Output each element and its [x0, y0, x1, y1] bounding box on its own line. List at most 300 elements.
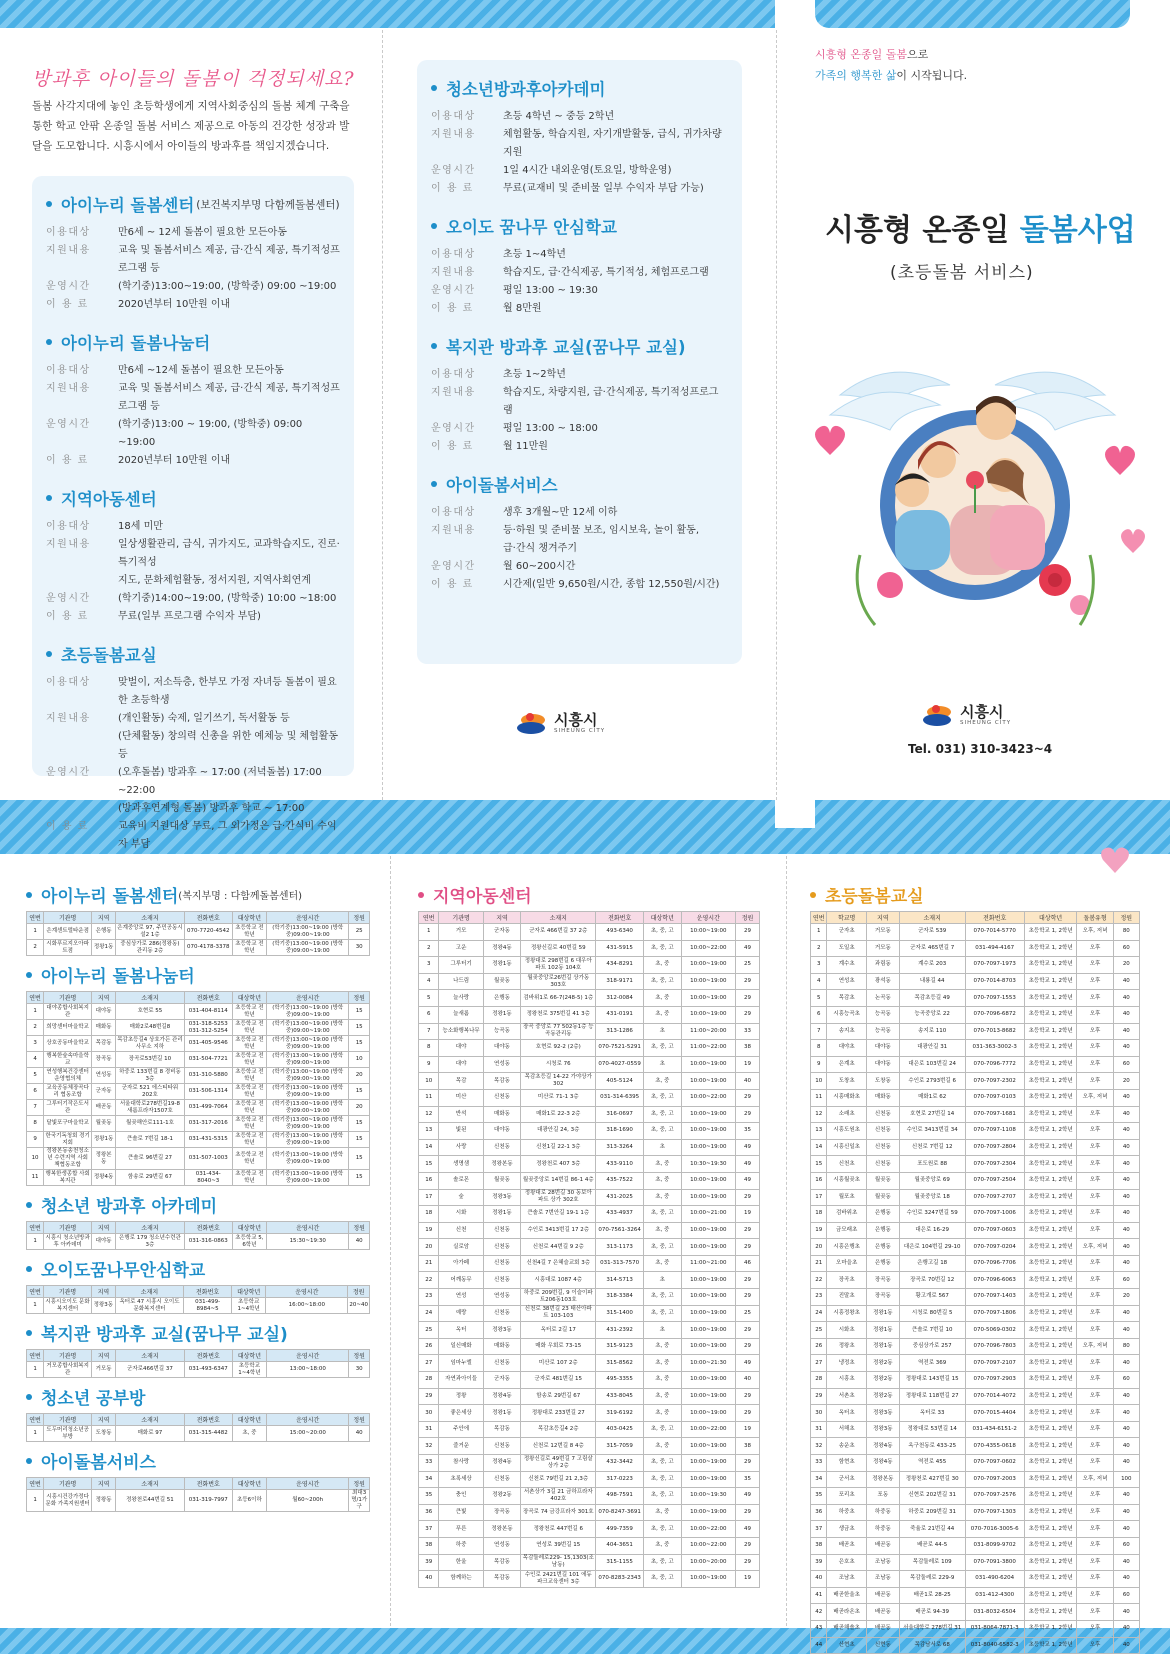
column-header: 정원: [348, 1286, 370, 1298]
table-cell: 19: [811, 1222, 827, 1239]
city-logo-icon: [922, 704, 956, 726]
table-cell: 시화초: [827, 1322, 866, 1339]
table-cell: 031-499-8984~5: [184, 1298, 232, 1314]
column-header: 전화번호: [184, 912, 232, 924]
cover-subtitle: (초등돌봄 서비스): [890, 263, 1034, 283]
program-row-hours: [46, 764, 340, 800]
row-value: 월 8만원: [503, 303, 542, 314]
table-cell: 초, 중: [644, 990, 682, 1007]
table-cell: 검바위1로 66-7(248-5) 1층: [521, 990, 596, 1007]
table-cell: 수인로 3247번길 59: [899, 1206, 965, 1223]
table-header-row: [419, 912, 760, 924]
row-label: 운영시간: [46, 767, 91, 778]
table-cell: 반석: [439, 1106, 483, 1123]
table-cell: 10:00~19:00: [681, 1139, 736, 1156]
table-cell: 장곡동: [866, 1272, 899, 1289]
table-cell: 군자로466번길 37: [116, 1362, 185, 1378]
row-label: [46, 572, 118, 590]
table-cell: 493-6340: [596, 924, 644, 941]
table-cell: 070-7014-8703: [965, 973, 1024, 990]
table-cell: 정왕본동: [866, 1471, 899, 1488]
table-cell: 초등학교 전학년: [232, 1100, 266, 1116]
table-row: [811, 1006, 1140, 1023]
column-header: 기관명: [44, 992, 92, 1004]
table-cell: 상호공동마을학교: [44, 1036, 92, 1052]
table-cell: 정왕천로 375번길 41 3층: [521, 1006, 596, 1023]
table-cell: 미산로 71-1 3층: [521, 1089, 596, 1106]
table-cell: 주안에: [439, 1421, 483, 1438]
column-header: 대상학년: [232, 912, 266, 924]
program-row-target: [46, 362, 340, 380]
table-cell: 9: [811, 1056, 827, 1073]
table-cell: 능곡동: [866, 1023, 899, 1040]
table-cell: 5: [419, 990, 439, 1007]
table-cell: 6: [811, 1006, 827, 1023]
row-value: 시간제(일반 9,650원/시간, 종합 12,550원/시간): [503, 579, 720, 590]
column-header: 소재지: [521, 912, 596, 924]
table-cell: (학기중)13:00~19:00 (방학중)09:00~19:00: [267, 1170, 349, 1186]
table-cell: 논곡동: [866, 990, 899, 1007]
table-cell: 40: [349, 1234, 370, 1250]
row-label: 이용대상: [46, 521, 91, 532]
table-cell: 즐거운: [439, 1438, 483, 1455]
table-row: [27, 1116, 370, 1132]
program-row-fee: [46, 452, 340, 470]
row-value: (개인활동) 숙제, 일기쓰기, 독서활동 등: [118, 713, 290, 724]
table-row: [811, 1571, 1140, 1588]
column-header: 지역: [91, 1286, 115, 1298]
table-cell: 40: [1113, 1620, 1139, 1637]
table-cell: 10:00~19:00: [681, 1322, 736, 1339]
table-cell: 소래초: [827, 1106, 866, 1123]
table-cell: 38: [736, 1040, 760, 1057]
table-cell: 19: [736, 1421, 760, 1438]
column-header: 전화번호: [965, 912, 1024, 924]
program-row-content: [431, 522, 728, 540]
table-cell: 오후: [1077, 1040, 1113, 1057]
table-cell: 목감둘레로 229-9: [899, 1571, 965, 1588]
table-cell: 큰솔로 7번길 18-1: [116, 1132, 185, 1148]
program-name: 아이돌봄서비스: [446, 476, 558, 495]
column-header: 운영시간: [267, 1350, 349, 1362]
table-cell: 신천4길 7 은혜슬교회 3층: [521, 1255, 596, 1272]
table-cell: 5: [27, 1068, 44, 1084]
table-cell: 정왕1동: [866, 1338, 899, 1355]
table-cell: 월곶중앙로 18: [899, 1189, 965, 1206]
table-row: [811, 1189, 1140, 1206]
table-cell: 신천로 12번길 8 4층: [521, 1438, 596, 1455]
table-cell: 031-310-5880: [184, 1068, 232, 1084]
table-cell: 28: [811, 1372, 827, 1389]
table-row: [27, 1100, 370, 1116]
table-cell: 38: [419, 1537, 439, 1554]
table-cell: 대야종합사회복지관: [44, 1004, 92, 1020]
cover-tel: Tel. 031) 310-3423~4: [908, 742, 1053, 756]
table-cell: 큰솔로 7번안길 19-1 1층: [521, 1206, 596, 1223]
column-header: 연번: [27, 1286, 44, 1298]
table-row: [27, 1036, 370, 1052]
table-cell: 시흥월곶초: [827, 1172, 866, 1189]
table-cell: 070-8247-3691: [596, 1504, 644, 1521]
table-cell: 10:00~22:00: [681, 1089, 736, 1106]
row-value: 체험활동, 학습지원, 자기개발활동, 급식, 귀가차량 지원: [503, 129, 722, 158]
program-row-target: [46, 224, 340, 242]
table-cell: 신현로 202번길 31: [899, 1488, 965, 1505]
table-cell: 40: [1113, 1222, 1139, 1239]
column-header: 운영시간: [267, 1414, 349, 1426]
table-cell: 070-7097-2304: [965, 1156, 1024, 1173]
table-cell: 그루터기: [439, 957, 483, 974]
table-cell: 070-4178-3378: [184, 940, 232, 956]
table-cell: 431-2392: [596, 1322, 644, 1339]
column-header: 정원: [736, 912, 760, 924]
top-stripe-cover: [815, 0, 1130, 28]
table-cell: 15:00~20:00: [267, 1426, 349, 1442]
row-label: 지원내용: [46, 713, 91, 724]
table-cell: 11:00~21:00: [681, 1255, 736, 1272]
table-cell: 생명샘: [439, 1156, 483, 1173]
table-cell: 조남동: [866, 1571, 899, 1588]
table-cell: 29: [736, 1322, 760, 1339]
table-row: [27, 1362, 370, 1378]
table-cell: 초등학교 1, 2학년: [1024, 1504, 1077, 1521]
table-cell: (학기중)13:00~19:00 (방학중)09:00~19:00: [267, 1116, 349, 1132]
table-cell: 37: [811, 1521, 827, 1538]
table-cell: 거모동: [866, 940, 899, 957]
column-header: 지역: [92, 1350, 116, 1362]
table-cell: 17: [419, 1189, 439, 1206]
table-cell: 40: [1113, 1089, 1139, 1106]
table-cell: 070-7720-4542: [184, 924, 232, 940]
table-cell: 배곧동: [92, 1100, 116, 1116]
column-header: 전화번호: [596, 912, 644, 924]
table-cell: 315-8562: [596, 1355, 644, 1372]
table-cell: 1: [27, 1362, 44, 1378]
table-cell: 큰솔로 7번길 10: [899, 1322, 965, 1339]
table-cell: 초등학교 1, 2학년: [1024, 990, 1077, 1007]
table-row: [27, 1068, 370, 1084]
table-row: [419, 1438, 760, 1455]
table-row: [27, 1148, 370, 1170]
tagline2-rest: 이 시작됩니다.: [896, 69, 968, 82]
table-cell: 대야동: [483, 1123, 521, 1140]
program-row-content: [431, 126, 728, 162]
table-cell: 신천로 79번길 21 2,3층: [521, 1471, 596, 1488]
table-cell: 40: [1113, 1388, 1139, 1405]
table-row: [811, 1040, 1140, 1057]
table-cell: 49: [736, 940, 760, 957]
table-cell: 대야: [439, 1056, 483, 1073]
row-value: 2020년부터 10만원 이내: [118, 299, 231, 310]
table-cell: 10:00~22:00: [681, 940, 736, 957]
table-cell: 13:00~18:00: [267, 1362, 349, 1378]
table-cell: 군자동: [483, 1372, 521, 1389]
row-value: (학기중)13:00 ~ 19:00, (방학중) 09:00 ~19:00: [118, 419, 303, 448]
table-cell: 38: [811, 1537, 827, 1554]
table-cell: 초, 중, 고: [644, 1421, 682, 1438]
table-cell: 신천동: [483, 1471, 521, 1488]
table-cell: 40: [1113, 1239, 1139, 1256]
table-cell: 시흥매화초: [827, 1089, 866, 1106]
row-label: 지원내용: [431, 525, 476, 536]
table-row: [419, 1471, 760, 1488]
table-cell: 배곧라온초: [827, 1604, 866, 1621]
table-row: [419, 1073, 760, 1090]
table-cell: 은행동: [866, 1222, 899, 1239]
table-cell: 정왕1동: [483, 957, 521, 974]
table-cell: 초, 중, 고: [644, 973, 682, 990]
table-row: [811, 1471, 1140, 1488]
table-cell: 과림동: [866, 957, 899, 974]
table-cell: 070-4355-0618: [965, 1438, 1024, 1455]
table-cell: 능곡동: [483, 1023, 521, 1040]
table-cell: 초, 중: [644, 1372, 682, 1389]
table-cell: 신천동: [483, 1272, 521, 1289]
table-row: [419, 1504, 760, 1521]
table-cell: 초등학교 1, 2학년: [1024, 1372, 1077, 1389]
table-row: [811, 1172, 1140, 1189]
table-cell: 10:00~19:00: [681, 1471, 736, 1488]
table-cell: 30: [811, 1405, 827, 1422]
table-cell: 318-3384: [596, 1289, 644, 1306]
table-cell: 초등학교 1, 2학년: [1024, 1537, 1077, 1554]
table-cell: 대야: [439, 1040, 483, 1057]
table-cell: 사랑: [439, 1139, 483, 1156]
table-cell: 하중: [439, 1537, 483, 1554]
program-title: [46, 330, 340, 354]
table-cell: 금모래초: [827, 1222, 866, 1239]
table-cell: 초, 중: [644, 1355, 682, 1372]
table-cell: 19: [736, 1056, 760, 1073]
family-illustration: [800, 355, 1145, 640]
table-cell: 시흥시건강가정다문화 가족지원센터: [44, 1490, 92, 1512]
table-cell: 시흥정왕초: [827, 1305, 866, 1322]
table-cell: 22: [811, 1272, 827, 1289]
table-row: [811, 1222, 1140, 1239]
row-value: 교육 및 돌봄서비스 제공, 급·간식 제공, 특기적성프로그램 등: [118, 383, 340, 412]
table-cell: 서촌초: [827, 1388, 866, 1405]
table-cell: 10:00~19:00: [681, 1222, 736, 1239]
table-cell: 배곧해솔초: [827, 1620, 866, 1637]
row-value: 1일 4시간 내외운영(토요일, 방학운영): [503, 165, 672, 176]
table-cell: 신천: [439, 1222, 483, 1239]
table-cell: 초: [644, 1023, 682, 1040]
program-subname: (보건복지부명 다함께돌봄센터): [196, 198, 340, 211]
table-cell: 315-1400: [596, 1305, 644, 1322]
table-cell: 거모: [439, 924, 483, 941]
bullet-icon: [26, 892, 32, 898]
program-title: [46, 642, 340, 666]
table-cell: 13: [811, 1123, 827, 1140]
table-cell: 신천1길 22-1 3층: [521, 1139, 596, 1156]
table-cell: 434-8291: [596, 957, 644, 974]
table-cell: 솔로몬: [439, 1172, 483, 1189]
data-table: [26, 1285, 370, 1314]
table-cell: 10:00~19:00: [681, 1372, 736, 1389]
table-cell: 숲: [439, 1189, 483, 1206]
table-cell: 40: [1113, 1023, 1139, 1040]
table-cell: 1: [811, 924, 827, 941]
table-cell: 초등학교 전학년: [232, 1052, 266, 1068]
table-cell: 수인로 3413번길 17 2층: [521, 1222, 596, 1239]
table-cell: 오후: [1077, 957, 1113, 974]
column-header: 지역: [92, 1478, 116, 1490]
table-cell: 15: [349, 1148, 370, 1170]
table-cell: 312-0084: [596, 990, 644, 1007]
table-cell: 초, 중: [644, 1388, 682, 1405]
table-cell: 15: [419, 1156, 439, 1173]
table-cell: 9: [27, 1132, 44, 1148]
table-cell: 10:00~19:00: [681, 1289, 736, 1306]
table-cell: 315-7059: [596, 1438, 644, 1455]
table-cell: 목감남서로 68: [899, 1637, 965, 1654]
table-cell: 신천동: [483, 1139, 521, 1156]
table-row: [419, 1289, 760, 1306]
table-cell: 16: [811, 1172, 827, 1189]
table-cell: 초: [644, 1056, 682, 1073]
table-cell: 은호초: [827, 1554, 866, 1571]
table-cell: 031-404-8114: [184, 1004, 232, 1020]
table-cell: 송지로 110: [899, 1023, 965, 1040]
table-section-title: [26, 1320, 370, 1345]
table-cell: 070-7097-0602: [965, 1455, 1024, 1472]
table-cell: 정왕동: [92, 1490, 116, 1512]
row-value: (단체활동) 창의력 신총을 위한 예체능 및 체험활동 등: [118, 731, 339, 760]
table-cell: 12: [419, 1106, 439, 1123]
table-cell: 25: [736, 957, 760, 974]
table-cell: 호현로 27번길 14: [899, 1106, 965, 1123]
table-cell: 군자동: [92, 1084, 116, 1100]
table-cell: 1: [419, 924, 439, 941]
table-row: [419, 1106, 760, 1123]
table-cell: 11:00~22:00: [681, 1040, 736, 1057]
table-cell: 초: [644, 1139, 682, 1156]
table-cell: 초등학교 1, 2학년: [1024, 957, 1077, 974]
table-cell: 초, 중: [644, 957, 682, 974]
table-cell: 하중로 209번길 31: [899, 1504, 965, 1521]
tagline1-rest: 으로: [907, 48, 929, 61]
table-cell: 정왕1동: [92, 940, 116, 956]
table-cell: 40: [1113, 1172, 1139, 1189]
table-cell: 초, 중: [644, 1073, 682, 1090]
table-cell: 초, 중, 고: [644, 1289, 682, 1306]
table-cell: 433-8045: [596, 1388, 644, 1405]
table-cell: 10:00~19:00: [681, 1239, 736, 1256]
table-cell: 29: [736, 1537, 760, 1554]
row-label: 지원내용: [46, 245, 91, 256]
table-cell: 생금초: [827, 1521, 866, 1538]
table-cell: 070-7097-2903: [965, 1372, 1024, 1389]
table-cell: 오후: [1077, 1504, 1113, 1521]
table-cell: 정왕3동: [483, 1189, 521, 1206]
table-cell: 23: [811, 1289, 827, 1306]
row-label: 운영시간: [46, 593, 91, 604]
table-cell: (학기중)13:00~19:00 (방학중)09:00~19:00: [267, 1100, 349, 1116]
table-cell: 9: [419, 1056, 439, 1073]
table-cell: 중심상가로 286(정왕동) 관리동 2층: [116, 940, 185, 956]
row-value: 초등 1~4학년: [503, 249, 566, 260]
table-cell: 초, 중, 고: [644, 1239, 682, 1256]
table-cell: 좋은세상: [439, 1405, 483, 1422]
table-cell: 031-315-4482: [184, 1426, 232, 1442]
table-cell: 39: [811, 1554, 827, 1571]
table-cell: 오후: [1077, 1521, 1113, 1538]
table-cell: 070-8283-2343: [596, 1571, 644, 1588]
table-row: [811, 990, 1140, 1007]
table-cell: 오후: [1077, 1537, 1113, 1554]
table-cell: 40: [1113, 1438, 1139, 1455]
row-value: (학기중)13:00~19:00, (방학중) 09:00 ~19:00: [118, 281, 337, 292]
table-cell: 연성: [439, 1289, 483, 1306]
table-cell: 월곶동: [92, 1116, 116, 1132]
table-cell: 10:00~19:00: [681, 1189, 736, 1206]
table-row: [811, 1504, 1140, 1521]
table-cell: 군자로 465번길 7: [899, 940, 965, 957]
table-cell: 정왕대로 28번길 30 동보아파트 상가 302호: [521, 1189, 596, 1206]
table-title: 청소년 공부방: [41, 1389, 146, 1409]
table-cell: 도창동: [92, 1426, 116, 1442]
table-cell: 29: [736, 1554, 760, 1571]
table-cell: 군서초: [827, 1471, 866, 1488]
table-cell: 30: [349, 1362, 370, 1378]
table-cell: 29: [736, 1455, 760, 1472]
table-cell: 초등학교 1, 2학년: [1024, 1073, 1077, 1090]
table-cell: 거모동: [92, 1362, 116, 1378]
table-cell: 대은로 16-29: [899, 1222, 965, 1239]
program-row-fee: [431, 300, 728, 318]
table-cell: 30: [349, 940, 370, 956]
table-row: [811, 1056, 1140, 1073]
table-cell: 서울대학로278번길19-8 새롬프라자1507호: [116, 1100, 185, 1116]
table-title: 오이도꿈나무안심학교: [41, 1261, 206, 1281]
table-cell: 15:30~19:30: [267, 1234, 349, 1250]
table-cell: 오후: [1077, 1554, 1113, 1571]
table-cell: 40: [1113, 1355, 1139, 1372]
program-row-hours: [46, 416, 340, 452]
table-cell: 070-7097-1403: [965, 1289, 1024, 1306]
column-header: 운영시간: [267, 1222, 349, 1234]
table-cell: 늘사랑: [439, 990, 483, 1007]
logo-cover: [922, 704, 1011, 726]
table-cell: 오마을초: [827, 1255, 866, 1272]
table-cell: 정왕대로 298번길 6 대우아파트 102동 104호: [521, 957, 596, 974]
table-cell: 031-319-7997: [184, 1490, 232, 1512]
table-cell: 수인로 2421번길 101 에듀파크교육센터 3층: [521, 1571, 596, 1588]
data-table: [26, 1413, 370, 1442]
row-value: (오후돌봄) 방과후 ~ 17:00 (저녁돌봄) 17:00 ~22:00: [118, 767, 322, 796]
table-cell: 27: [811, 1355, 827, 1372]
table-row: [27, 924, 370, 940]
program-row-content: [431, 384, 728, 420]
table-cell: 15: [349, 1004, 370, 1020]
table-cell: 목감: [439, 1073, 483, 1090]
table-cell: 070-7014-4072: [965, 1388, 1024, 1405]
table-cell: 40: [1113, 1255, 1139, 1272]
table-cell: 070-7097-2003: [965, 1471, 1024, 1488]
table-cell: (학기중)13:00~19:00 (방학중)09:00~19:00: [267, 1132, 349, 1148]
table-cell: 정왕1동: [866, 1322, 899, 1339]
program-row-target: [46, 674, 340, 710]
table-cell: 연성동: [483, 1289, 521, 1306]
column-header: 연번: [27, 1414, 44, 1426]
table-cell: 초등학교 1, 2학년: [1024, 1023, 1077, 1040]
table-cell: 정왕3동: [483, 1322, 521, 1339]
table-cell: 10:00~19:00: [681, 1388, 736, 1405]
program-row-hours: [431, 558, 728, 576]
table-cell: 초등학교 1, 2학년: [1024, 1189, 1077, 1206]
column-header: 지역: [866, 912, 899, 924]
program-row-fee: [46, 818, 340, 854]
